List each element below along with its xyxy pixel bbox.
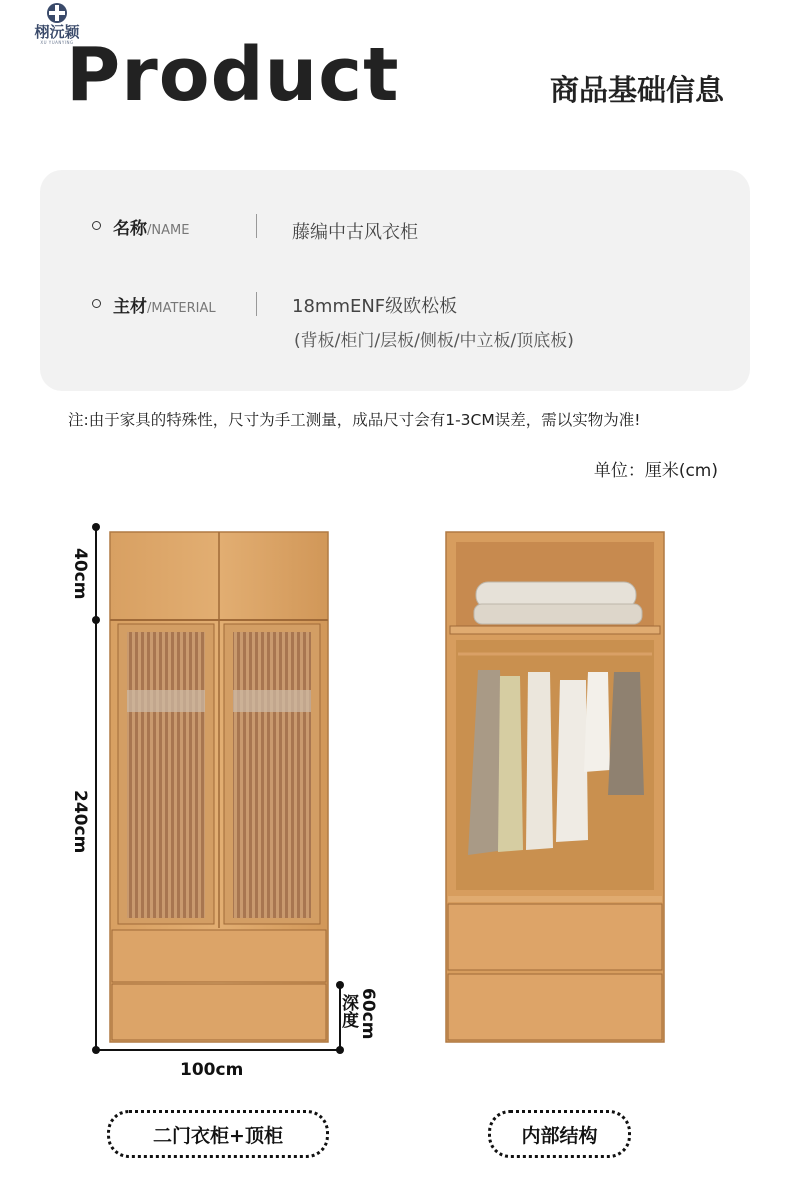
dimension-main-height: 240cm: [70, 790, 90, 854]
page-title: Product: [66, 32, 400, 118]
dimension-depth-value: 60cm: [358, 988, 378, 1040]
brand-sub: XU YUANYING: [40, 40, 74, 45]
material-label-en: /MATERIAL: [147, 301, 216, 316]
divider: [256, 214, 257, 238]
wardrobe-closed: [110, 532, 328, 1042]
cross-logo-icon: [46, 2, 68, 24]
material-label: 主材/MATERIAL: [113, 297, 216, 317]
divider: [256, 292, 257, 316]
brand-name: 栩沅颖: [34, 23, 80, 41]
dimension-top-height: 40cm: [70, 548, 90, 600]
wardrobe-open: [446, 532, 664, 1042]
info-panel: [40, 170, 750, 391]
bullet-icon: [92, 299, 101, 308]
name-value: 藤编中古风衣柜: [292, 222, 418, 243]
material-value: 18mmENF级欧松板: [292, 296, 458, 317]
caption-left: 二门衣柜+顶柜: [107, 1110, 329, 1158]
page-subtitle: 商品基础信息: [549, 73, 724, 107]
disclaimer-note: 注:由于家具的特殊性，尺寸为手工测量，成品尺寸会有1-3CM误差，需以实物为准!: [68, 411, 641, 429]
dimension-depth-label: 深度: [338, 994, 358, 1028]
caption-right: 内部结构: [488, 1110, 631, 1158]
name-label: 名称/NAME: [113, 219, 190, 239]
name-label-en: /NAME: [147, 223, 190, 238]
dimension-width: 100cm: [180, 1060, 244, 1080]
dimension-lines: [96, 527, 340, 1050]
bullet-icon: [92, 221, 101, 230]
unit-label: 单位：厘米(cm): [593, 461, 718, 481]
material-detail: (背板/柜门/层板/侧板/中立板/顶底板): [294, 331, 574, 351]
